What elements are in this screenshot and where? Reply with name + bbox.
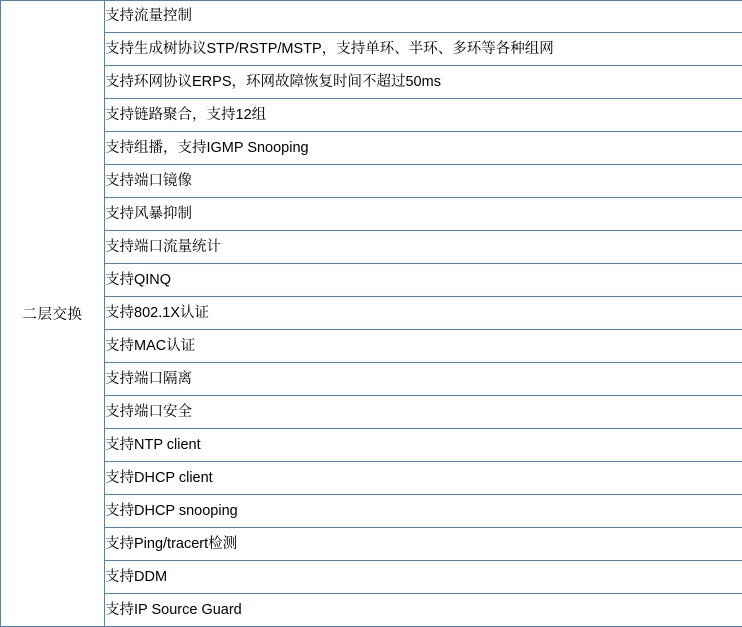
table-row [1,165,742,198]
spec-item-13: 支持端口安全 [105,396,742,429]
table-body [1,1,742,627]
table-row [1,33,742,66]
table-row [1,462,742,495]
spec-item-4: 支持链路聚合，支持12组 [105,99,742,132]
spec-item-1: 支持流量控制 [105,1,742,33]
table-row [1,528,742,561]
spec-item-9: 支持QINQ [105,264,742,297]
table-row [1,1,742,33]
table-row [1,594,742,627]
spec-item-10: 支持802.1X认证 [105,297,742,330]
spec-item-15: 支持DHCP client [105,462,742,495]
table-row [1,132,742,165]
table-row [1,396,742,429]
table-row [1,561,742,594]
table-row [1,99,742,132]
table-row [1,231,742,264]
spec-item-19: 支持IP Source Guard [105,594,742,627]
spec-item-6: 支持端口镜像 [105,165,742,198]
spec-item-16: 支持DHCP snooping [105,495,742,528]
table-row [1,330,742,363]
spec-item-5: 支持组播，支持IGMP Snooping [105,132,742,165]
spec-item-8: 支持端口流量统计 [105,231,742,264]
category-cell: 二层交换 [1,1,105,627]
spec-item-3: 支持环网协议ERPS，环网故障恢复时间不超过50ms [105,66,742,99]
spec-item-14: 支持NTP client [105,429,742,462]
spec-item-18: 支持DDM [105,561,742,594]
table-row [1,66,742,99]
table-row [1,198,742,231]
spec-item-7: 支持风暴抑制 [105,198,742,231]
spec-item-11: 支持MAC认证 [105,330,742,363]
spec-item-17: 支持Ping/tracert检测 [105,528,742,561]
spec-item-12: 支持端口隔离 [105,363,742,396]
table-row [1,363,742,396]
table-row [1,429,742,462]
table-row [1,297,742,330]
spec-item-2: 支持生成树协议STP/RSTP/MSTP，支持单环、半环、多环等各种组网 [105,33,742,66]
table-row [1,495,742,528]
table-row [1,264,742,297]
